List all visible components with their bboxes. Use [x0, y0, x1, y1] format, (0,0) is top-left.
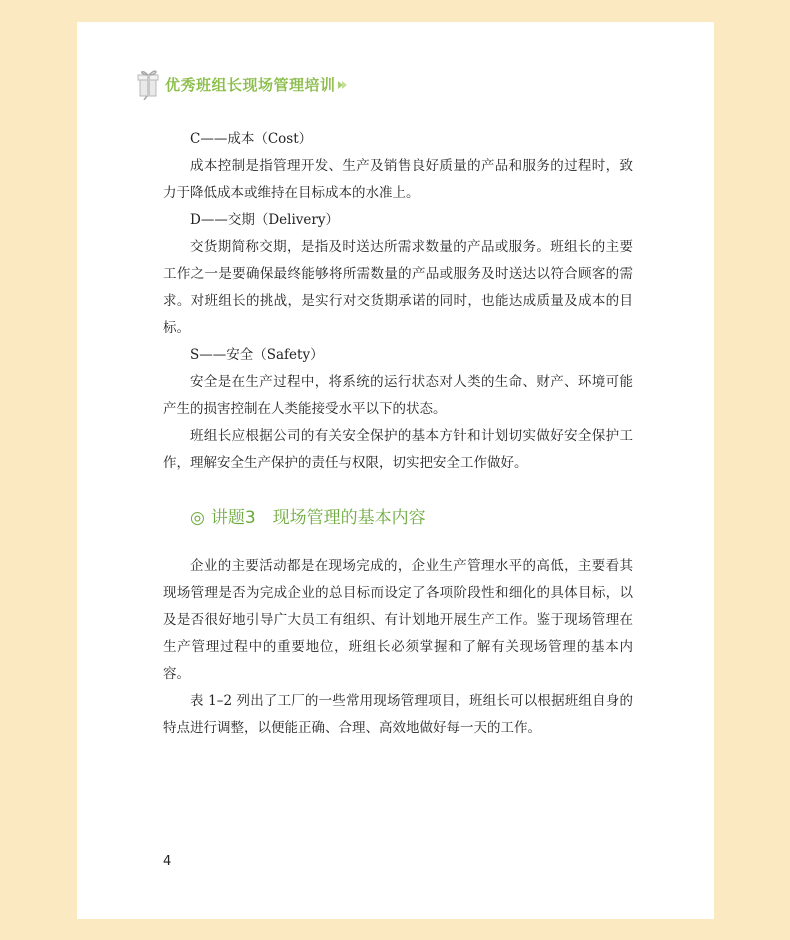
page-number: 4	[163, 854, 172, 869]
section-mark: ◎	[190, 508, 205, 528]
running-header	[135, 62, 348, 102]
header-title: 优秀班组长现场管理培训	[165, 75, 336, 94]
safety-paragraph-2: 班组长应根据公司的有关安全保护的基本方针和计划切实做好安全保护工作，理解安全生产保护的责任与权限，切实把安全工作做好。	[163, 428, 633, 471]
section-heading-text: 讲题3 现场管理的基本内容	[210, 508, 426, 528]
double-arrow-icon	[338, 80, 348, 90]
section-paragraph-2: 表 1–2 列出了工厂的一些常用现场管理项目，班组长可以根据班组自身的特点进行调整，以便能正确、合理、高效地做好每一天的工作。	[163, 693, 633, 736]
delivery-term: D——交期（Delivery）	[190, 212, 339, 228]
gift-ribbon-icon	[135, 64, 163, 100]
book-page	[77, 22, 714, 919]
delivery-paragraph: 交货期简称交期，是指及时送达所需求数量的产品或服务。班组长的主要工作之一是要确保最终能够将所需数量的产品或服务及时送达以符合顾客的需求。对班组长的挑战，是实行对交货期承诺的同时，也能达成质量及成本的目标。	[163, 239, 633, 336]
page-content	[163, 126, 633, 742]
safety-paragraph: 安全是在生产过程中，将系统的运行状态对人类的生命、财产、环境可能产生的损害控制在人类能接受水平以下的状态。	[163, 374, 633, 417]
section-paragraph-1: 企业的主要活动都是在现场完成的，企业生产管理水平的高低，主要看其现场管理是否为完成企业的总目标而设定了各项阶段性和细化的具体目标，以及是否很好地引导广大员工有组织、有计划地开展生产工作。鉴于现场管理在生产管理过程中的重要地位，班组长必须掌握和了解有关现场管理的基本内容。	[163, 558, 633, 682]
cost-paragraph: 成本控制是指管理开发、生产及销售良好质量的产品和服务的过程时，致力于降低成本或维持在目标成本的水准上。	[163, 158, 633, 201]
section-heading	[190, 505, 633, 531]
safety-term: S——安全（Safety）	[190, 347, 324, 363]
cost-term: C——成本（Cost）	[190, 131, 313, 147]
